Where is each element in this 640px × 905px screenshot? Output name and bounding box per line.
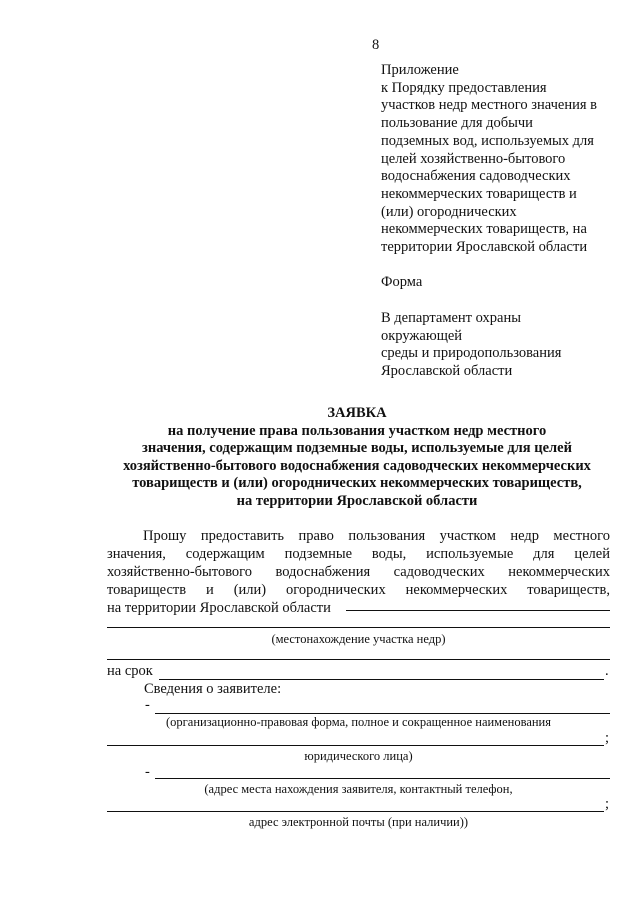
paragraph-line: хозяйственно-бытового водоснабжения садоводческих некоммерческих xyxy=(107,563,610,580)
address-blank[interactable] xyxy=(155,778,610,779)
page-number: 8 xyxy=(372,37,380,53)
document-title xyxy=(96,405,618,510)
semicolon-mark: ; xyxy=(605,796,610,812)
paragraph-line: Прошу предоставить право пользования участком недр местного xyxy=(143,528,610,544)
title-line: значения, содержащим подземные воды, используемые для целей xyxy=(142,440,572,456)
location-blank-2[interactable] xyxy=(107,627,610,628)
title-line: хозяйственно-бытового водоснабжения садоводческих некоммерческих xyxy=(123,457,591,474)
title-line: товариществ и (или) огороднических некоммерческих товариществ, xyxy=(132,475,582,491)
org-name-blank-2[interactable] xyxy=(107,745,604,746)
term-end: . xyxy=(605,663,609,679)
dash-marker: - xyxy=(145,764,150,780)
title-line: на территории Ярославской области xyxy=(236,492,478,509)
term-label: на срок xyxy=(107,663,153,679)
applicant-heading: Сведения о заявителе: xyxy=(144,681,282,697)
addressee-line: среды и природопользования xyxy=(381,345,562,362)
appendix-block xyxy=(381,62,631,381)
appendix-line: к Порядку предоставления xyxy=(381,79,547,96)
hint-location: (местонахождение участка недр) xyxy=(271,632,446,646)
term-blank[interactable] xyxy=(159,679,604,680)
semicolon-mark: ; xyxy=(605,730,610,746)
appendix-line: пользование для добычи xyxy=(381,115,533,132)
dash-marker: - xyxy=(145,697,150,713)
hint-address-cont: адрес электронной почты (при наличии)) xyxy=(248,815,469,829)
org-name-blank[interactable] xyxy=(155,713,610,714)
appendix-line: некоммерческих товариществ, на xyxy=(381,221,587,238)
address-blank-2[interactable] xyxy=(107,811,604,812)
title-line: на получение права пользования участком недр местного xyxy=(167,422,547,439)
hint-address: (адрес места нахождения заявителя, контактный телефон, xyxy=(204,782,513,796)
appendix-line: водоснабжения садоводческих xyxy=(381,168,571,185)
request-paragraph xyxy=(107,528,610,618)
appendix-line: (или) огороднических xyxy=(381,203,517,220)
location-blank-1[interactable] xyxy=(346,610,610,611)
paragraph-line: товариществ и (или) огороднических некоммерческих товариществ, xyxy=(107,581,610,598)
hint-org-name: (организационно-правовая форма, полное и сокращенное наименования xyxy=(166,715,551,729)
paragraph-line: значения, содержащим подземные воды, используемые для целей xyxy=(107,545,610,562)
appendix-line: целей хозяйственно-бытового xyxy=(381,150,566,167)
appendix-line: территории Ярославской области xyxy=(381,239,588,256)
appendix-line: некоммерческих товариществ и xyxy=(381,185,577,202)
form-label: Форма xyxy=(381,274,423,291)
addressee-line: Ярославской области xyxy=(381,362,513,379)
appendix-line: подземных вод, используемых для xyxy=(381,132,594,149)
hint-org-name-cont: юридического лица) xyxy=(304,749,413,763)
title-heading: ЗАЯВКА xyxy=(327,405,387,421)
appendix-line: Приложение xyxy=(381,62,459,78)
addressee-line: окружающей xyxy=(381,327,463,344)
appendix-line: участков недр местного значения в xyxy=(381,97,597,114)
paragraph-line: на территории Ярославской области xyxy=(107,599,331,616)
addressee-line: В департамент охраны xyxy=(381,309,521,326)
location-blank-3[interactable] xyxy=(107,659,610,660)
